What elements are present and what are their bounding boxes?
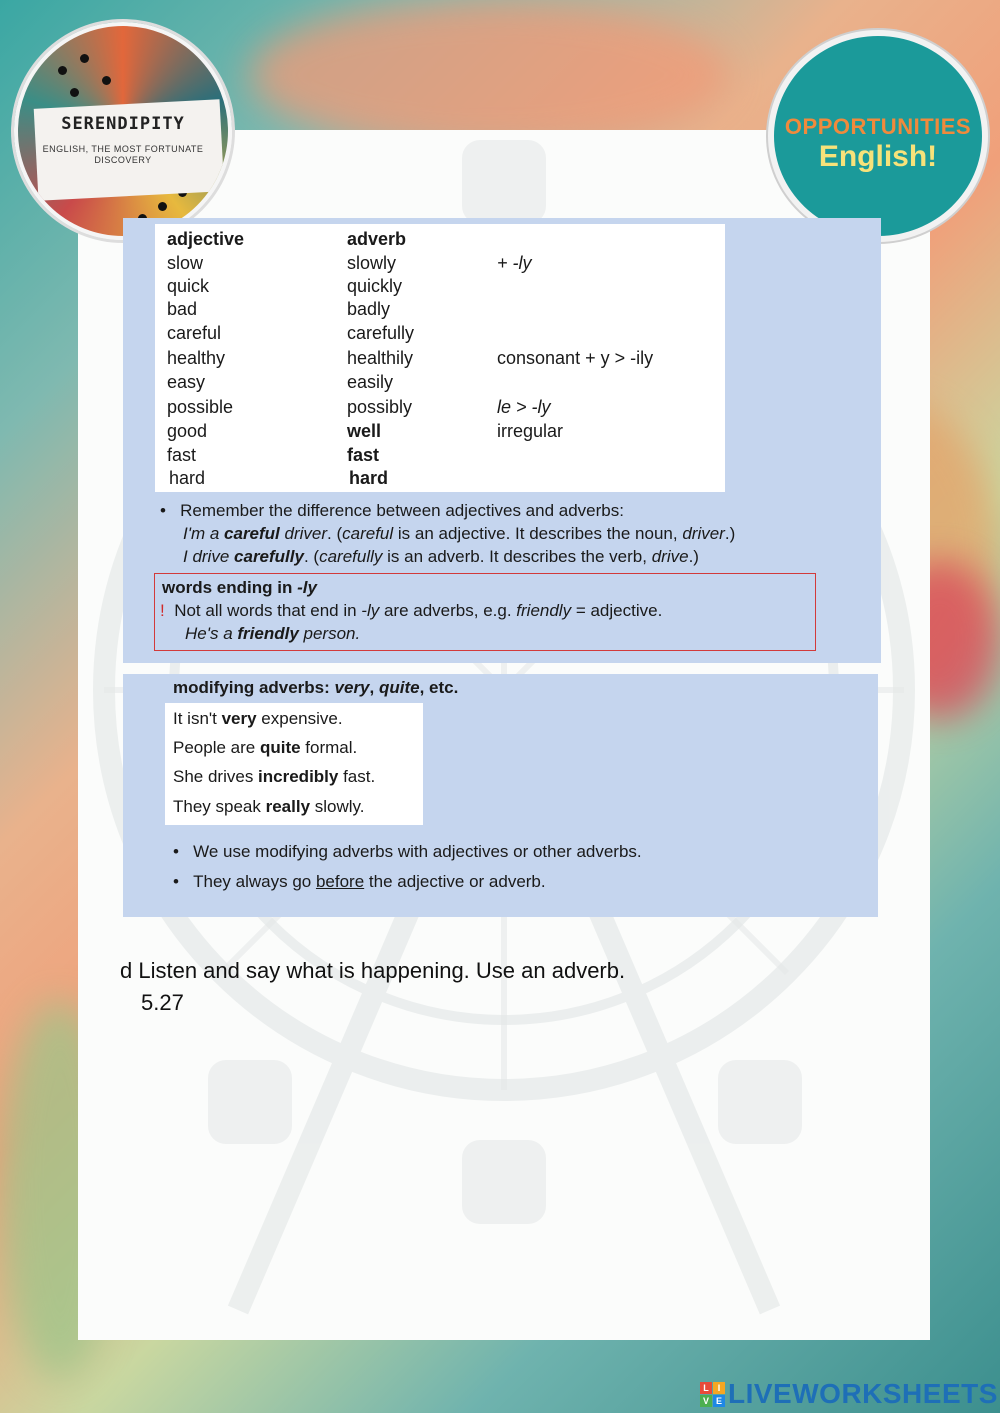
table-cell-adjective: careful	[167, 323, 222, 343]
table-header-adjective: adjective	[167, 229, 245, 249]
table-cell-adverb: quickly	[347, 276, 403, 296]
table-cell-rule: consonant + y > -ily	[497, 348, 654, 368]
modifying-example: She drives incredibly fast.	[173, 767, 376, 786]
table-cell-adjective: bad	[167, 299, 198, 319]
table-cell-adjective: healthy	[167, 348, 226, 368]
table-cell-adjective: good	[167, 421, 208, 441]
table-cell-adjective: easy	[167, 372, 206, 392]
logo-subtitle: ENGLISH, THE MOST FORTUNATE DISCOVERY	[42, 144, 204, 165]
table-cell-rule: irregular	[497, 421, 564, 441]
opportunities-logo	[768, 30, 988, 242]
background-paint	[250, 0, 730, 150]
table-cell-adjective: quick	[167, 276, 210, 296]
warning-title: words ending in -ly	[162, 578, 317, 597]
logo-opportunities: OPPORTUNITIES	[784, 114, 972, 139]
table-cell-adverb: slowly	[347, 253, 397, 273]
table-cell-adjective: slow	[167, 253, 204, 273]
liveworksheets-wordmark: LIVEWORKSHEETS	[728, 1378, 998, 1409]
table-cell-adverb: fast	[347, 445, 380, 465]
modifying-example: They speak really slowly.	[173, 797, 365, 816]
table-cell-rule: + -ly	[497, 253, 532, 273]
table-cell-adverb: easily	[347, 372, 394, 392]
exclamation-icon: !	[160, 601, 165, 620]
liveworksheets-icon: L I V E	[700, 1382, 725, 1407]
task-instruction: d Listen and say what is happening. Use an adverb.	[120, 958, 626, 983]
warning-line: ! Not all words that end in -ly are adverbs, e.g. friendly = adjective.	[160, 601, 663, 620]
modifying-bullet: • We use modifying adverbs with adjectives or other adverbs.	[173, 842, 642, 861]
modifying-example: It isn't very expensive.	[173, 709, 343, 728]
logo-english: English!	[818, 140, 938, 173]
table-cell-adverb: badly	[347, 299, 391, 319]
modifying-bullet: • They always go before the adjective or adverb.	[173, 872, 546, 891]
table-cell-rule: le > -ly	[497, 397, 551, 417]
table-cell-adjective: fast	[167, 445, 197, 465]
audio-track-number[interactable]: 5.27	[141, 990, 184, 1015]
table-cell-adjective: hard	[169, 468, 206, 488]
table-header-adverb: adverb	[347, 229, 407, 249]
example-adverb-sentence: I drive carefully. (carefully is an adverb. It describes the verb, drive.)	[183, 547, 699, 566]
table-cell-adverb: possibly	[347, 397, 413, 417]
logo-title: SERENDIPITY	[61, 114, 185, 134]
table-cell-adverb: healthily	[347, 348, 414, 368]
example-adjective-sentence: I'm a careful driver. (careful is an adjective. It describes the noun, driver.)	[183, 524, 736, 543]
modifying-heading: modifying adverbs: very, quite, etc.	[173, 678, 459, 697]
modifying-example: People are quite formal.	[173, 738, 358, 757]
liveworksheets-brand	[700, 1378, 998, 1410]
table-cell-adverb: hard	[349, 468, 389, 488]
warning-example: He's a friendly person.	[185, 624, 361, 643]
table-cell-adverb: well	[347, 421, 382, 441]
remember-note: • Remember the difference between adjectives and adverbs:	[160, 501, 624, 520]
table-cell-adverb: carefully	[347, 323, 415, 343]
table-cell-adjective: possible	[167, 397, 234, 417]
serendipity-logo	[14, 22, 232, 240]
